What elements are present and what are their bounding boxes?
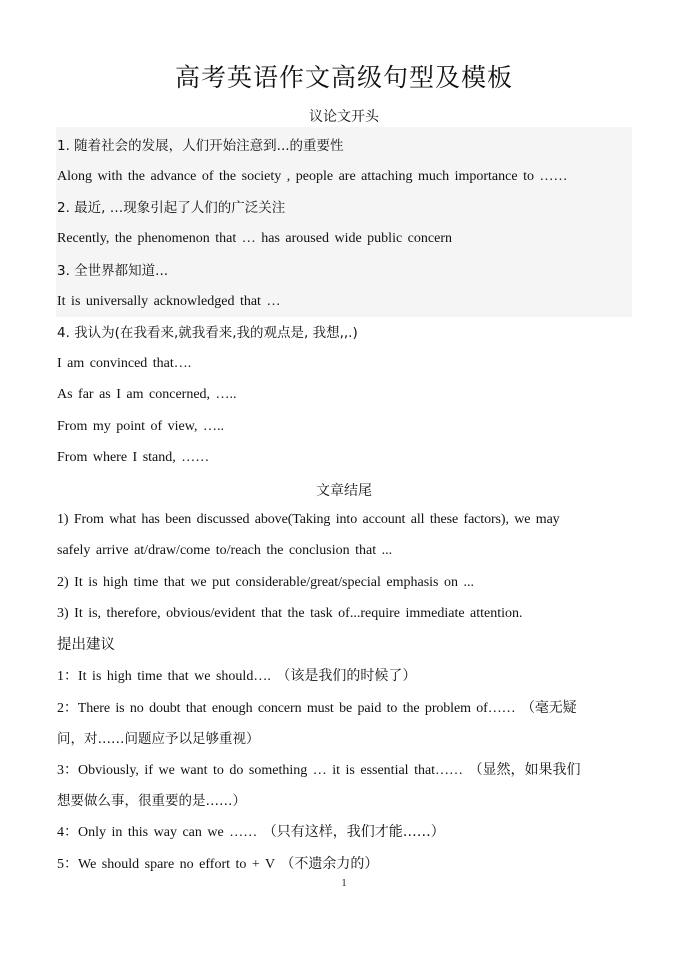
ending-line-4: 3) It is, therefore, obvious/evident that the task of...require immediate attention. <box>57 606 523 621</box>
suggestion-5-cn: （不遗余力的） <box>280 856 379 872</box>
suggestion-4-en: 4：Only in this way can we …… <box>57 825 258 840</box>
page-number: 1 <box>341 878 347 889</box>
section-heading-ending: 文章结尾 <box>316 483 372 499</box>
opening-item-2-cn: 2. 最近, …现象引起了人们的广泛关注 <box>57 200 286 216</box>
opening-item-1-cn: 1. 随着社会的发展，人们开始注意到...的重要性 <box>57 138 344 154</box>
section-heading-opening: 议论文开头 <box>309 109 379 125</box>
section-heading-suggestions: 提出建议 <box>57 637 115 653</box>
suggestion-4 <box>57 823 637 842</box>
suggestion-2-cn-cont: 问，对……问题应予以足够重视） <box>57 731 260 747</box>
opening-item-4-cn: 4. 我认为(在我看来,就我看来,我的观点是, 我想,,.) <box>57 325 358 341</box>
ending-line-3: 2) It is high time that we put considerable/great/special emphasis on ... <box>57 575 475 590</box>
opening-item-3-cn: 3. 全世界都知道... <box>57 263 169 279</box>
suggestion-1-en: 1：It is high time that we should…. <box>57 669 271 684</box>
suggestion-3-cn: （显然，如果我们 <box>468 762 581 778</box>
ending-line-1: 1) From what has been discussed above(Taking into account all these factors), we may <box>57 512 560 527</box>
suggestion-2 <box>57 699 637 718</box>
suggestion-1-cn: （该是我们的时候了） <box>276 668 417 684</box>
suggestion-4-cn: （只有这样，我们才能……） <box>262 824 445 840</box>
page-title: 高考英语作文高级句型及模板 <box>174 63 513 92</box>
opening-item-4-en-4: From where I stand, …… <box>57 450 210 465</box>
opening-item-2-en: Recently, the phenomenon that … has aroused wide public concern <box>57 231 452 246</box>
suggestion-1 <box>57 667 637 686</box>
opening-item-3-en: It is universally acknowledged that … <box>57 294 281 309</box>
opening-item-1-en: Along with the advance of the society , people are attaching much importance to …… <box>57 169 568 184</box>
opening-item-4-en-3: From my point of view, ….. <box>57 419 224 434</box>
suggestion-3 <box>57 761 637 780</box>
suggestion-5-en: 5：We should spare no effort to + V <box>57 857 275 872</box>
suggestion-2-cn: （毫无疑 <box>520 700 577 716</box>
suggestion-3-en: 3：Obviously, if we want to do something … it is essential that…… <box>57 763 464 778</box>
highlight-block <box>56 127 632 317</box>
opening-item-4-en-2: As far as I am concerned, ….. <box>57 387 237 402</box>
suggestion-3-cn-cont: 想要做么事，很重要的是……） <box>57 793 246 809</box>
ending-line-2: safely arrive at/draw/come to/reach the conclusion that ... <box>57 543 393 558</box>
suggestion-2-en: 2：There is no doubt that enough concern must be paid to the problem of…… <box>57 701 516 716</box>
opening-item-4-en-1: I am convinced that…. <box>57 356 192 371</box>
suggestion-5 <box>57 855 637 874</box>
